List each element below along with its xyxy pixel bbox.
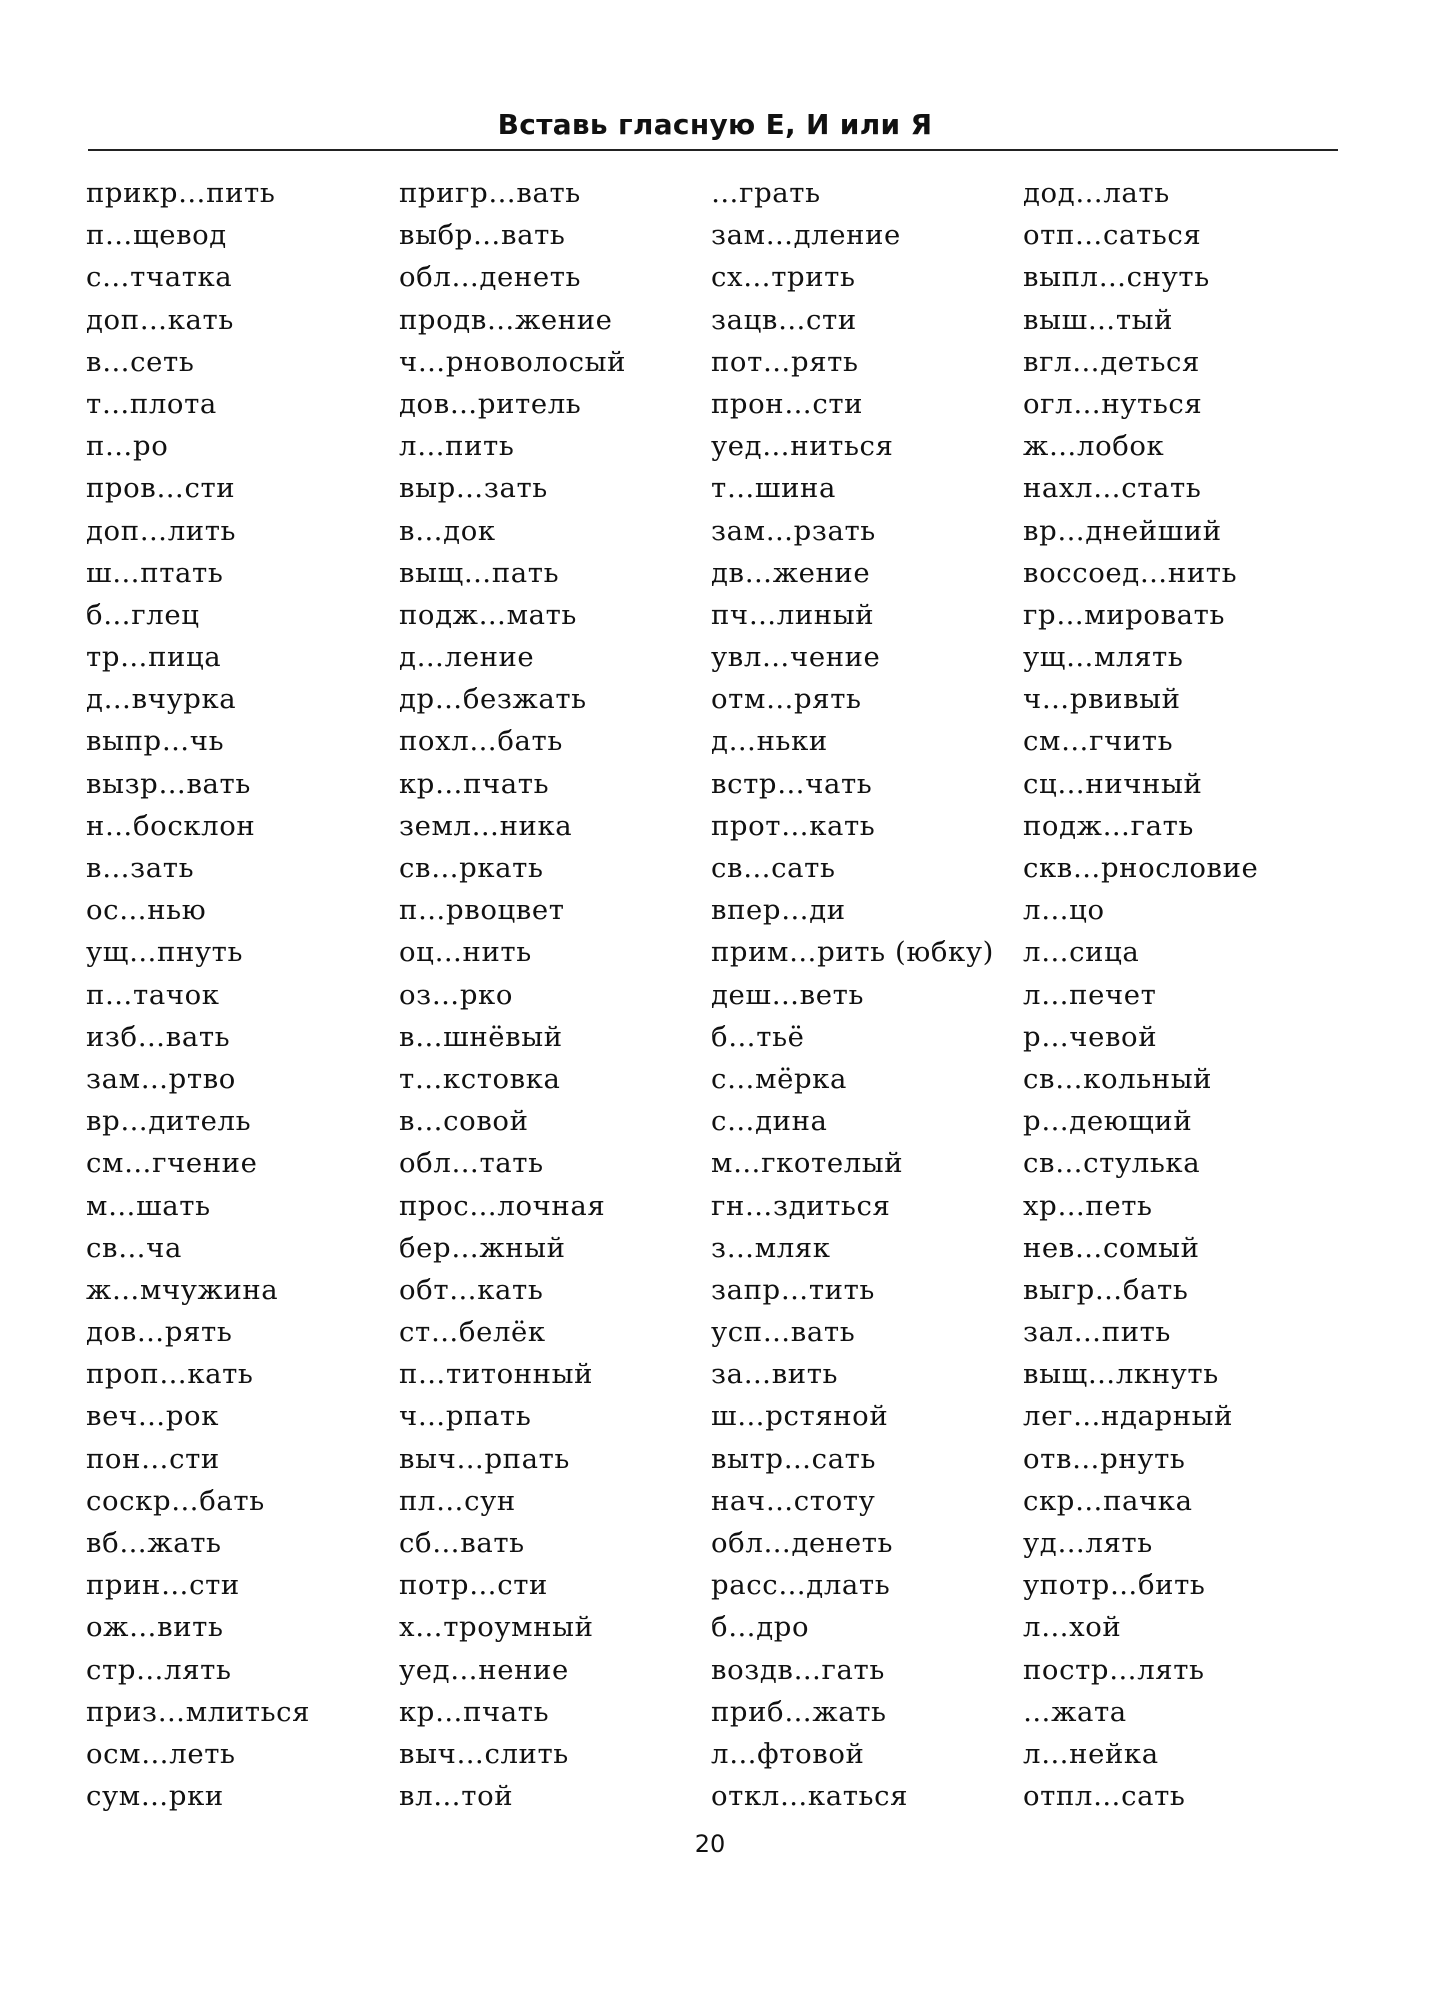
word-item: зал…пить [1023, 1316, 1172, 1349]
word-item: откл…каться [711, 1780, 909, 1813]
word-item: п…ро [86, 430, 169, 463]
word-item: прос…лочная [399, 1189, 606, 1222]
word-item: отв…рнуть [1023, 1442, 1186, 1475]
word-item: выщ…пать [399, 556, 560, 589]
word-item: доп…лить [86, 514, 237, 547]
word-item: др…безжать [399, 683, 587, 716]
word-item: см…гчение [86, 1147, 258, 1180]
word-item: ч…рноволосый [399, 345, 627, 378]
word-item: выч…рпать [399, 1442, 570, 1475]
word-item: доп…кать [86, 303, 234, 336]
word-item: обл…тать [399, 1147, 544, 1180]
word-item: т…шина [711, 472, 836, 505]
word-item: л…пить [399, 430, 515, 463]
word-item: ж…лобок [1023, 430, 1165, 463]
word-item: воздв…гать [711, 1653, 885, 1686]
word-item: с…мёрка [711, 1062, 847, 1095]
word-item: за…вить [711, 1358, 839, 1391]
word-item: в…совой [399, 1105, 529, 1138]
word-item: б…глец [86, 598, 200, 631]
word-item: с…тчатка [86, 261, 233, 294]
word-item: пон…сти [86, 1442, 220, 1475]
word-item: зам…рзать [711, 514, 876, 547]
word-item: ш…птать [86, 556, 224, 589]
word-item: л…хой [1023, 1611, 1122, 1644]
word-item: бер…жный [399, 1231, 566, 1264]
word-item: осм…леть [86, 1737, 236, 1770]
word-item: выпл…снуть [1023, 261, 1210, 294]
word-item: потр…сти [399, 1569, 548, 1602]
word-item: подж…мать [399, 598, 577, 631]
word-item: р…чевой [1023, 1020, 1158, 1053]
word-item: в…шнёвый [399, 1020, 563, 1053]
word-item: пригр…вать [399, 177, 581, 209]
word-item: расс…длать [711, 1569, 891, 1602]
word-item: проп…кать [86, 1358, 254, 1391]
title-divider [88, 149, 1338, 151]
page-number: 20 [694, 1830, 726, 1858]
word-column-1 [86, 172, 310, 1817]
word-item: св…стулька [1023, 1147, 1201, 1180]
word-item: п…тачок [86, 978, 220, 1011]
word-item: выбр…вать [399, 219, 566, 252]
word-item: м…гкотелый [711, 1147, 904, 1180]
word-item: стр…лять [86, 1653, 232, 1686]
word-item: т…плота [86, 387, 217, 420]
word-item: выгр…бать [1023, 1273, 1189, 1306]
word-item: л…печет [1023, 978, 1157, 1011]
word-item: тр…пица [86, 641, 222, 674]
word-item: ч…рвивый [1023, 683, 1181, 716]
word-item: воссоед…нить [1023, 556, 1238, 589]
word-item: гн…здиться [711, 1189, 891, 1222]
word-item: нахл…стать [1023, 472, 1202, 505]
word-item: ож…вить [86, 1611, 224, 1644]
word-item: кр…пчать [399, 1695, 550, 1728]
word-item: скр…пачка [1023, 1484, 1193, 1517]
word-item: вр…дитель [86, 1105, 252, 1138]
word-item: скв…рнословие [1023, 852, 1259, 884]
word-item: увл…чение [711, 641, 881, 674]
word-item: отп…саться [1023, 219, 1202, 252]
word-item: прон…сти [711, 387, 864, 420]
word-item: д…вчурка [86, 683, 237, 716]
word-item: запр…тить [711, 1273, 875, 1306]
word-item: вр…днейший [1023, 514, 1222, 547]
word-item: д…ление [399, 641, 535, 674]
word-item: х…троумный [399, 1611, 594, 1644]
word-item: дов…рять [86, 1316, 233, 1349]
word-item: уед…ниться [711, 430, 894, 463]
word-item: зам…ртво [86, 1062, 236, 1095]
word-item: л…нейка [1023, 1737, 1159, 1770]
word-item: т…кстовка [399, 1062, 561, 1095]
word-item: ч…рпать [399, 1400, 532, 1433]
word-item: п…рвоцвет [399, 894, 565, 927]
word-item: приб…жать [711, 1695, 887, 1728]
word-item: выш…тый [1023, 303, 1174, 336]
word-item: …жата [1023, 1695, 1127, 1728]
word-column-2 [399, 172, 626, 1817]
word-item: пров…сти [86, 472, 236, 505]
word-item: изб…вать [86, 1020, 231, 1053]
word-item: вл…той [399, 1780, 514, 1813]
word-item: сб…вать [399, 1527, 525, 1559]
word-item: б…дро [711, 1611, 810, 1644]
word-item: ос…нью [86, 894, 207, 927]
word-item: выпр…чь [86, 725, 225, 758]
word-item: пч…линый [711, 598, 875, 631]
word-item: обт…кать [399, 1273, 544, 1306]
word-item: постр…лять [1023, 1653, 1205, 1686]
word-column-3 [711, 172, 994, 1817]
word-item: обл…денеть [399, 261, 582, 294]
word-item: лег…ндарный [1023, 1400, 1234, 1433]
word-item: м…шать [86, 1189, 211, 1222]
word-item: подж…гать [1023, 809, 1195, 842]
word-item: ш…рстяной [711, 1400, 889, 1433]
word-item: л…сица [1023, 936, 1140, 969]
word-item: пл…сун [399, 1484, 516, 1517]
word-item: оз…рко [399, 978, 514, 1011]
word-item: зацв…сти [711, 303, 857, 336]
word-item: вызр…вать [86, 767, 251, 800]
word-item: вгл…деться [1023, 345, 1201, 378]
word-item: зам…дление [711, 219, 901, 252]
word-item: продв…жение [399, 303, 613, 336]
word-item: дв…жение [711, 556, 871, 589]
word-item: приз…млиться [86, 1695, 311, 1728]
word-item: употр…бить [1023, 1569, 1206, 1602]
word-item: уед…нение [399, 1653, 569, 1686]
word-item: прикр…пить [86, 177, 276, 209]
word-item: п…титонный [399, 1358, 594, 1391]
word-item: нев…сомый [1023, 1231, 1200, 1264]
word-item: п…щевод [86, 219, 227, 252]
word-item: см…гчить [1023, 725, 1174, 758]
word-item: дод…лать [1023, 177, 1170, 209]
word-item: кр…пчать [399, 767, 550, 800]
word-item: сх…трить [711, 261, 856, 294]
word-item: прим…рить (юбку) [711, 936, 994, 969]
word-item: усп…вать [711, 1316, 856, 1349]
word-item: гр…мировать [1023, 598, 1226, 631]
word-item: р…деющий [1023, 1105, 1193, 1138]
word-item: л…цо [1023, 894, 1105, 927]
word-item: огл…нуться [1023, 387, 1203, 420]
page-title: Вставь гласную Е, И или Я [497, 108, 933, 141]
word-item: хр…петь [1023, 1189, 1153, 1222]
word-item: в…зать [86, 852, 195, 884]
word-item: нач…стоту [711, 1484, 876, 1517]
word-item: земл…ника [399, 809, 573, 842]
word-item: веч…рок [86, 1400, 219, 1433]
word-item: выч…слить [399, 1737, 569, 1770]
word-item: с…дина [711, 1105, 828, 1138]
word-item: уд…лять [1023, 1527, 1153, 1559]
word-item: обл…денеть [711, 1527, 894, 1559]
word-item: оц…нить [399, 936, 532, 969]
word-item: ущ…пнуть [86, 936, 244, 969]
word-item: ущ…млять [1023, 641, 1184, 674]
word-item: выщ…лкнуть [1023, 1358, 1219, 1391]
word-item: отм…рять [711, 683, 862, 716]
word-item: в…сеть [86, 345, 195, 378]
word-item: выр…зать [399, 472, 548, 505]
word-item: в…док [399, 514, 496, 547]
word-item: св…ркать [399, 852, 544, 884]
word-item: соскр…бать [86, 1484, 265, 1517]
word-item: б…тьё [711, 1020, 805, 1053]
word-item: прин…сти [86, 1569, 240, 1602]
word-item: ж…мчужина [86, 1273, 279, 1306]
word-item: н…босклон [86, 809, 256, 842]
word-item: …грать [711, 177, 821, 209]
word-item: похл…бать [399, 725, 563, 758]
word-item: пот…рять [711, 345, 859, 378]
word-item: св…сать [711, 852, 836, 884]
word-item: впер…ди [711, 894, 846, 927]
word-item: з…мляк [711, 1231, 831, 1264]
word-item: дов…ритель [399, 387, 582, 420]
word-item: прот…кать [711, 809, 876, 842]
word-item: вытр…сать [711, 1442, 877, 1475]
word-item: деш…веть [711, 978, 865, 1011]
word-item: св…кольный [1023, 1062, 1213, 1095]
word-item: св…ча [86, 1231, 182, 1264]
word-column-4 [1023, 172, 1258, 1817]
word-item: сум…рки [86, 1780, 224, 1813]
word-item: вб…жать [86, 1527, 222, 1559]
word-item: ст…белёк [399, 1316, 546, 1349]
word-item: д…ньки [711, 725, 828, 758]
word-item: л…фтовой [711, 1737, 865, 1770]
word-item: встр…чать [711, 767, 873, 800]
word-item: сц…ничный [1023, 767, 1203, 800]
word-item: отпл…сать [1023, 1780, 1186, 1813]
